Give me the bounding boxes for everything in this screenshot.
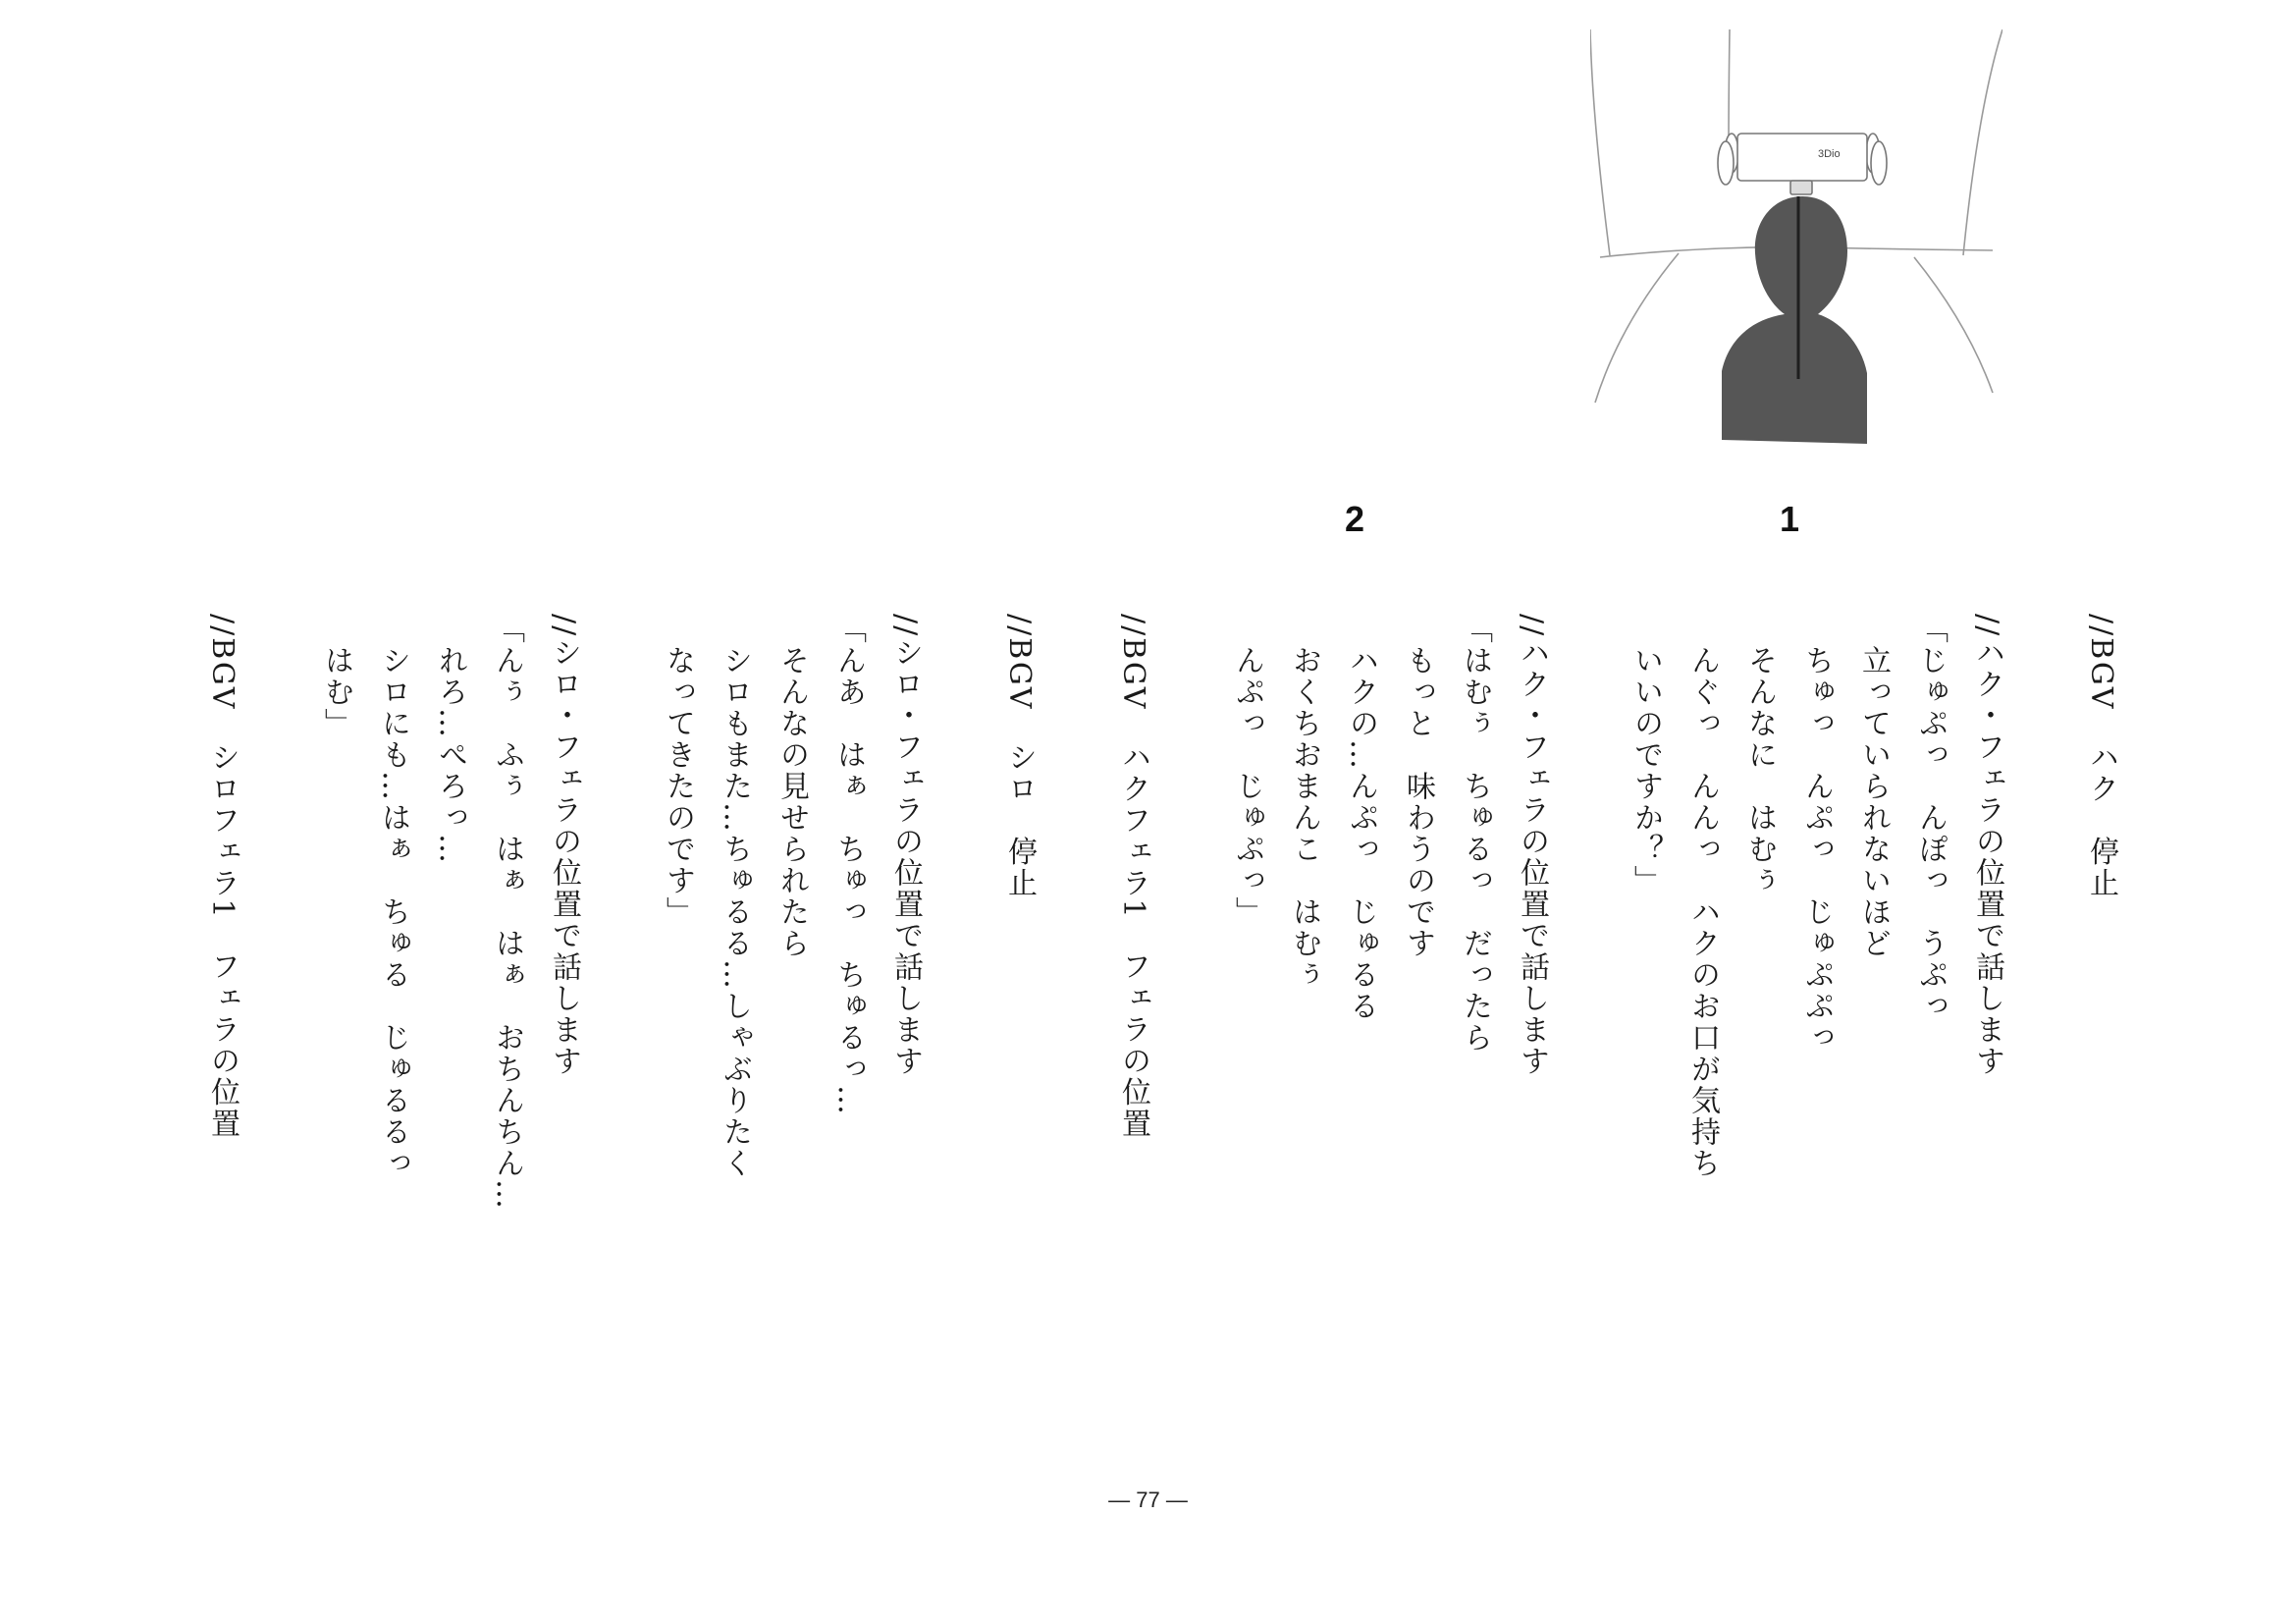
column-gap (1560, 614, 1617, 1301)
script-line: 立っていられないほど (1856, 614, 1891, 959)
script-line: //シロ・フェラの位置で話します (888, 614, 923, 1078)
script-line: //BGV ハク 停止 (2084, 614, 2118, 899)
script-line: シロもまた…ちゅるる…しゃぶりたく (718, 614, 752, 1179)
script-line: おくちおまんこ はむぅ (1287, 614, 1321, 991)
script-line: //BGV シロフェラ1 フェラの位置 (205, 614, 240, 1140)
binaural-mic-illustration (1590, 29, 2002, 461)
script-line: //シロ・フェラの位置で話します (547, 614, 581, 1078)
page-number: ― 77 ― (1108, 1488, 1188, 1512)
column-gap (1161, 614, 1218, 1301)
column-gap (250, 614, 307, 1301)
script-line: もっと 味わうのです (1401, 614, 1435, 959)
listener-silhouette (1722, 196, 1867, 444)
column-gap (592, 614, 649, 1301)
position-label-2: 2 (1345, 499, 1365, 539)
script-line: シロにも…はぁ ちゅる じゅるるっ (376, 614, 410, 1179)
column-gap (934, 614, 990, 1301)
script-line: そんなに はむぅ (1742, 614, 1777, 896)
script-line: //BGV ハクフェラ1 フェラの位置 (1116, 614, 1150, 1140)
column-gap (2015, 614, 2072, 1301)
mic-stand (1718, 134, 1887, 194)
script-line: んぐっ んんっ ハクのお口が気持ち (1685, 614, 1720, 1179)
script-line: れろ…ぺろっ… (433, 614, 467, 865)
script-line: //ハク・フェラの位置で話します (1970, 614, 2004, 1078)
script-line: ちゅっ んぷっ じゅぷぷっ (1799, 614, 1834, 1054)
script-line: 「じゅぷっ んぽっ うぷっ (1913, 614, 1948, 1022)
position-label-1: 1 (1780, 499, 1800, 539)
mic-brand-label: 3Dio (1818, 148, 1841, 160)
script-line: いいのですか？」 (1629, 614, 1663, 896)
script-line: はむ」 (319, 614, 353, 739)
script-line: 「んあ はぁ ちゅっ ちゅるっ… (831, 614, 866, 1116)
script-line: //ハク・フェラの位置で話します (1515, 614, 1549, 1078)
script-line: 「んぅ ふぅ はぁ はぁ おちんちん… (490, 614, 524, 1211)
script-line: //BGV シロ 停止 (1002, 614, 1037, 899)
script-line: そんなの見せられたら (774, 614, 809, 959)
script-line: んぷっ じゅぷっ」 (1230, 614, 1264, 928)
script-vertical-text (193, 614, 2129, 1301)
script-line: なってきたのです」 (661, 614, 695, 928)
script-line: 「はむぅ ちゅるっ だったら (1458, 614, 1492, 1054)
script-line: ハクの…んぷっ じゅるる (1344, 614, 1378, 1022)
column-gap (1047, 614, 1104, 1301)
